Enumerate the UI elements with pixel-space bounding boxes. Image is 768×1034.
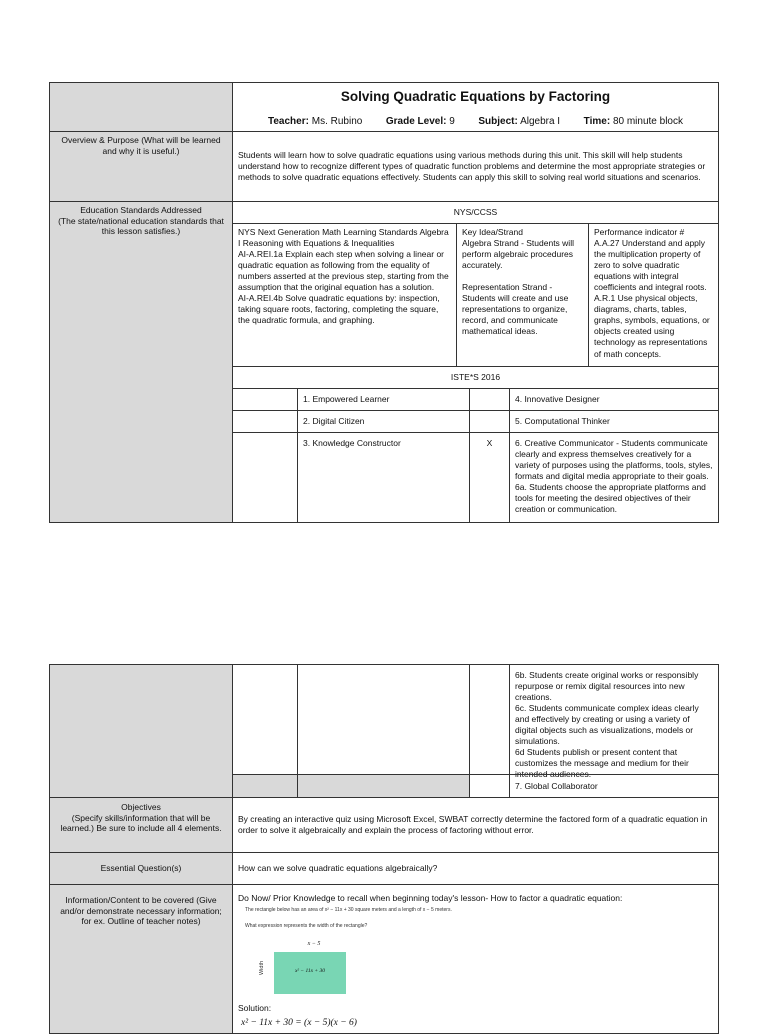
continued-empty-cell bbox=[232, 664, 298, 775]
iste-check-cell bbox=[232, 432, 298, 523]
grade-label: Grade Level: bbox=[385, 116, 447, 127]
iste-item-4: 4. Innovative Designer bbox=[509, 388, 719, 411]
iste-check-cell bbox=[469, 774, 510, 798]
solution-label: Solution: bbox=[238, 1003, 272, 1013]
iste-check-cell bbox=[232, 388, 298, 411]
iste-check-cell bbox=[469, 410, 510, 433]
overview-text bbox=[232, 131, 719, 202]
problem-image bbox=[239, 905, 495, 997]
continued-empty-cell bbox=[297, 664, 470, 775]
time-label: Time: bbox=[583, 116, 611, 127]
essential-question-text: How can we solve quadratic equations algebraically? bbox=[232, 852, 719, 885]
solution-equation: x² − 11x + 30 = (x − 5)(x − 6) bbox=[241, 1018, 357, 1028]
information-label: Information/Content to be covered (Give and/or demonstrate necessary information; for ex. Outline of teacher notes) bbox=[49, 884, 233, 1034]
standards-col-key-idea: Key Idea/Strand Algebra Strand - Students will perform algebraic procedures accurately. Representation Strand - Students will create and use representations to organize, record, and communicate mathematical ideas. bbox=[456, 223, 589, 367]
iste-item-3: 3. Knowledge Constructor bbox=[297, 432, 470, 523]
iste-item-6: 6. Creative Communicator - Students communicate clearly and express themselves creatively for a variety of purposes using the platforms, tools, styles, formats and digital media appropriate to their goals. 6a. Students choose the appropriate platforms and tools for meeting the desired objectives of their creation or communication. bbox=[509, 432, 719, 523]
header-left-cell bbox=[49, 82, 233, 132]
teacher-value: Ms. Rubino bbox=[311, 116, 363, 127]
lesson-meta bbox=[233, 116, 718, 127]
rectangle-area-label: x² − 11x + 30 bbox=[294, 968, 326, 974]
overview-text-content: Students will learn how to solve quadratic equations using various methods during this unit. This skill will help students understand how to recognize different types of quadratic function problems and determine the most appropriate strategies or methods to solve quadratic equations effectively. Students can apply this skill to solving real world situations and scenarios. bbox=[238, 150, 706, 183]
check-mark: X bbox=[486, 438, 493, 448]
iste-header: ISTE*S 2016 bbox=[232, 366, 719, 389]
iste-item-2: 2. Digital Citizen bbox=[297, 410, 470, 433]
continued-empty-cell bbox=[469, 664, 510, 775]
rectangle-length-label: x − 5 bbox=[307, 941, 321, 947]
header-cell bbox=[232, 82, 719, 132]
iste-item-5: 5. Computational Thinker bbox=[509, 410, 719, 433]
iste-item-1: 1. Empowered Learner bbox=[297, 388, 470, 411]
standards-col-nys: NYS Next Generation Math Learning Standards Algebra I Reasoning with Equations & Inequalities AI-A.REI.1a Explain each step when solving a linear or quadratic equation as following from the equality of numbers asserted at the previous step, starting from the assumption that the original equation has a solution. AI-A.REI.4b Solve quadratic equations by: inspection, taking square roots, factoring, completing the square, the quadratic formula, and graphing. bbox=[232, 223, 457, 367]
overview-label: Overview & Purpose (What will be learned and why it is useful.) bbox=[49, 131, 233, 202]
page-title: Solving Quadratic Equations by Factoring bbox=[340, 89, 611, 104]
information-cell bbox=[232, 884, 719, 1034]
iste-empty-cell bbox=[297, 774, 470, 798]
iste-check-cell bbox=[232, 774, 298, 798]
time-value: 80 minute block bbox=[612, 116, 683, 127]
iste-item-7: 7. Global Collaborator bbox=[509, 774, 719, 798]
problem-question: What expression represents the width of the rectangle? bbox=[245, 923, 368, 929]
standards-col-performance: Performance indicator # A.A.27 Understand and apply the multiplication property of zero to solve quadratic equations with integral coefficients and integral roots. A.R.1 Use physical objects, diagrams, charts, tables, graphs, symbols, equations, or objects created using technology as representations of math concepts. bbox=[588, 223, 719, 367]
continued-left-cell bbox=[49, 664, 233, 798]
subject-value: Algebra I bbox=[520, 116, 561, 127]
area-rectangle bbox=[274, 952, 346, 994]
iste-item-6-continued: 6b. Students create original works or responsibly repurpose or remix digital resources into new creations. 6c. Students communicate complex ideas clearly and effectively by creating or using a variety of digital objects such as visualizations, models or simulations. 6d Students publish or present content that customizes the message and medium for their intended audiences. bbox=[509, 664, 719, 775]
grade-value: 9 bbox=[449, 116, 455, 127]
teacher-label: Teacher: bbox=[268, 116, 309, 127]
problem-statement: The rectangle below has an area of x² − 11x + 30 square meters and a length of x − 5 meters. bbox=[245, 907, 452, 913]
rectangle-width-label: Width bbox=[259, 960, 266, 976]
standards-label: Education Standards Addressed (The state/national education standards that this lesson satisfies.) bbox=[49, 201, 233, 523]
iste-mark bbox=[469, 432, 510, 523]
iste-check-cell bbox=[232, 410, 298, 433]
subject-label: Subject: bbox=[478, 116, 518, 127]
objectives-text: By creating an interactive quiz using Microsoft Excel, SWBAT correctly determine the factored form of a quadratic equation in order to solve it algebraically and explain the process of factoring without error. bbox=[232, 797, 719, 853]
nys-ccss-header: NYS/CCSS bbox=[232, 201, 719, 224]
objectives-label: Objectives (Specify skills/information that will be learned.) Be sure to include all 4 elements. bbox=[49, 797, 233, 853]
iste-check-cell bbox=[469, 388, 510, 411]
information-text: Do Now/ Prior Knowledge to recall when beginning today's lesson- How to factor a quadratic equation: bbox=[238, 893, 623, 903]
essential-question-label: Essential Question(s) bbox=[49, 852, 233, 885]
